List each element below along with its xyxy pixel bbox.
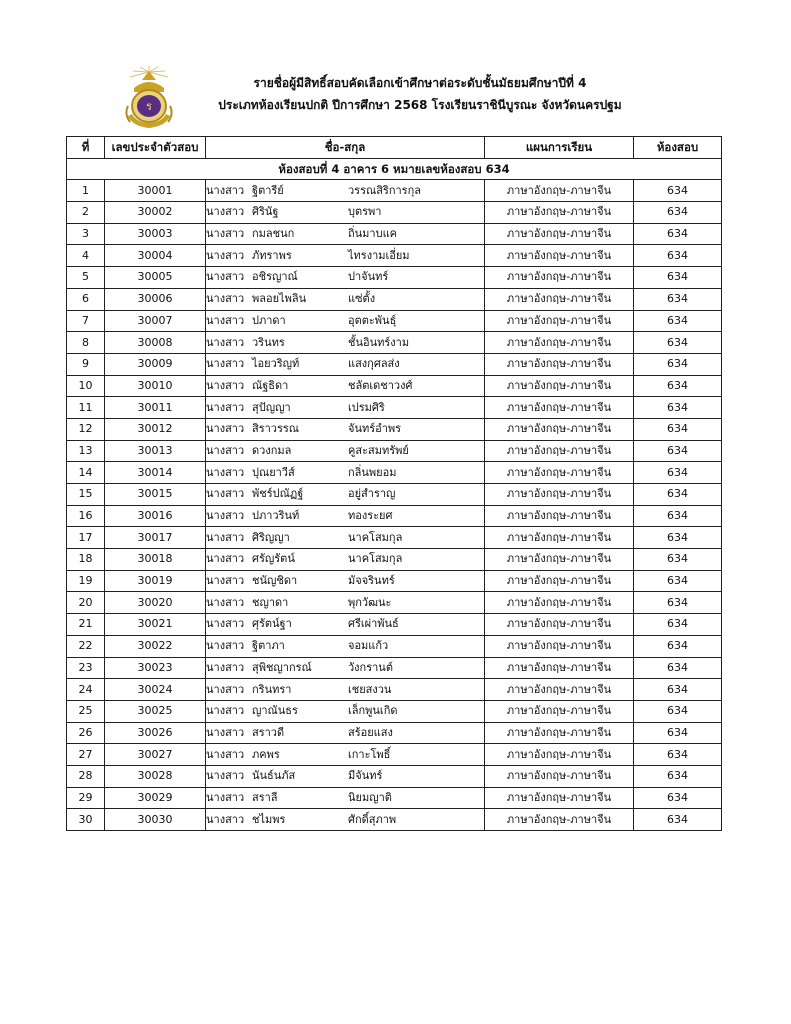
table-row <box>67 375 722 397</box>
table-row <box>67 223 722 245</box>
last-name: เชยสงวน <box>348 682 392 696</box>
name-prefix: นางสาว <box>206 357 245 371</box>
candidate-name <box>206 809 485 831</box>
exam-id: 30019 <box>105 570 206 592</box>
candidate-name <box>206 418 485 440</box>
exam-id: 30017 <box>105 527 206 549</box>
last-name: ปาจันทร์ <box>348 270 389 284</box>
table-row <box>67 657 722 679</box>
candidate-name <box>206 484 485 506</box>
name-prefix: นางสาว <box>206 335 245 349</box>
last-name: ชั้นอินทร์งาม <box>348 335 410 349</box>
exam-id: 30021 <box>105 614 206 636</box>
row-number: 1 <box>67 180 105 202</box>
last-name: พุกวัฒนะ <box>348 595 392 609</box>
candidate-name <box>206 505 485 527</box>
candidate-name <box>206 635 485 657</box>
candidate-name <box>206 440 485 462</box>
name-prefix: นางสาว <box>206 313 245 327</box>
last-name: วรรณสิริการกุล <box>348 183 421 197</box>
exam-id: 30020 <box>105 592 206 614</box>
exam-id: 30002 <box>105 202 206 224</box>
table-header-row <box>67 137 722 159</box>
table-row <box>67 592 722 614</box>
last-name: ศักดิ์สุภาพ <box>348 812 397 826</box>
study-plan: ภาษาอังกฤษ-ภาษาจีน <box>485 765 634 787</box>
study-plan: ภาษาอังกฤษ-ภาษาจีน <box>485 679 634 701</box>
exam-room: 634 <box>634 635 722 657</box>
exam-room: 634 <box>634 288 722 310</box>
study-plan: ภาษาอังกฤษ-ภาษาจีน <box>485 180 634 202</box>
name-prefix: นางสาว <box>206 227 245 241</box>
last-name: ชลัตเดชาวงศ์ <box>348 378 413 392</box>
exam-room: 634 <box>634 375 722 397</box>
first-name: ปภาดา <box>252 313 286 327</box>
column-header-exam-room: ห้องสอบ <box>634 137 722 159</box>
study-plan: ภาษาอังกฤษ-ภาษาจีน <box>485 375 634 397</box>
row-number: 29 <box>67 787 105 809</box>
candidate-name <box>206 223 485 245</box>
exam-id: 30006 <box>105 288 206 310</box>
first-name: สุพิชญากรณ์ <box>252 660 312 674</box>
exam-id: 30023 <box>105 657 206 679</box>
table-row <box>67 505 722 527</box>
first-name: นันธ์นภัส <box>252 769 296 783</box>
study-plan: ภาษาอังกฤษ-ภาษาจีน <box>485 505 634 527</box>
table-row <box>67 700 722 722</box>
table-row <box>67 765 722 787</box>
exam-room: 634 <box>634 484 722 506</box>
name-prefix: นางสาว <box>206 292 245 306</box>
row-number: 13 <box>67 440 105 462</box>
name-prefix: นางสาว <box>206 422 245 436</box>
study-plan: ภาษาอังกฤษ-ภาษาจีน <box>485 744 634 766</box>
column-header-study-plan: แผนการเรียน <box>485 137 634 159</box>
exam-id: 30022 <box>105 635 206 657</box>
last-name: นาคโสมกุล <box>348 530 403 544</box>
exam-room: 634 <box>634 223 722 245</box>
table-row <box>67 202 722 224</box>
exam-room: 634 <box>634 180 722 202</box>
title-line-1: รายชื่อผู้มีสิทธิ์สอบคัดเลือกเข้าศึกษาต่อระดับชั้นมัธยมศึกษาปีที่ 4 <box>253 76 587 90</box>
exam-room: 634 <box>634 614 722 636</box>
table-row <box>67 527 722 549</box>
exam-id: 30003 <box>105 223 206 245</box>
row-number: 2 <box>67 202 105 224</box>
row-number: 12 <box>67 418 105 440</box>
table-row <box>67 549 722 571</box>
column-header-name: ชื่อ-สกุล <box>206 137 485 159</box>
table-row <box>67 635 722 657</box>
name-prefix: นางสาว <box>206 248 245 262</box>
first-name: กรินทรา <box>252 682 292 696</box>
candidate-name <box>206 180 485 202</box>
study-plan: ภาษาอังกฤษ-ภาษาจีน <box>485 332 634 354</box>
study-plan: ภาษาอังกฤษ-ภาษาจีน <box>485 787 634 809</box>
candidate-name <box>206 700 485 722</box>
last-name: แซ่ตั้ง <box>348 292 376 306</box>
last-name: นาคโสมกุล <box>348 552 403 566</box>
name-prefix: นางสาว <box>206 725 245 739</box>
study-plan: ภาษาอังกฤษ-ภาษาจีน <box>485 809 634 831</box>
name-prefix: นางสาว <box>206 443 245 457</box>
last-name: นิยมญาติ <box>348 790 392 804</box>
row-number: 3 <box>67 223 105 245</box>
last-name: ทองระยศ <box>348 509 393 523</box>
last-name: วังกรานต์ <box>348 660 393 674</box>
study-plan: ภาษาอังกฤษ-ภาษาจีน <box>485 570 634 592</box>
study-plan: ภาษาอังกฤษ-ภาษาจีน <box>485 353 634 375</box>
name-prefix: นางสาว <box>206 639 245 653</box>
table-row <box>67 440 722 462</box>
first-name: ชญาดา <box>252 595 289 609</box>
exam-id: 30011 <box>105 397 206 419</box>
last-name: บุตรพา <box>348 205 382 219</box>
row-number: 17 <box>67 527 105 549</box>
study-plan: ภาษาอังกฤษ-ภาษาจีน <box>485 418 634 440</box>
study-plan: ภาษาอังกฤษ-ภาษาจีน <box>485 635 634 657</box>
row-number: 18 <box>67 549 105 571</box>
exam-id: 30030 <box>105 809 206 831</box>
document-header <box>0 62 791 132</box>
exam-id: 30012 <box>105 418 206 440</box>
last-name: จันทร์อำพร <box>348 422 402 436</box>
table-row <box>67 288 722 310</box>
name-prefix: นางสาว <box>206 595 245 609</box>
table-row <box>67 332 722 354</box>
candidate-name <box>206 527 485 549</box>
row-number: 6 <box>67 288 105 310</box>
exam-id: 30010 <box>105 375 206 397</box>
first-name: สิราวรรณ <box>252 422 299 436</box>
candidate-name <box>206 332 485 354</box>
study-plan: ภาษาอังกฤษ-ภาษาจีน <box>485 397 634 419</box>
exam-id: 30001 <box>105 180 206 202</box>
row-number: 25 <box>67 700 105 722</box>
first-name: สุปัญญา <box>252 400 291 414</box>
exam-id: 30014 <box>105 462 206 484</box>
candidate-name <box>206 549 485 571</box>
exam-room: 634 <box>634 527 722 549</box>
name-prefix: นางสาว <box>206 183 245 197</box>
candidate-name <box>206 353 485 375</box>
row-number: 11 <box>67 397 105 419</box>
first-name: วรินทร <box>252 335 285 349</box>
exam-id: 30027 <box>105 744 206 766</box>
candidate-name <box>206 267 485 289</box>
candidate-name <box>206 722 485 744</box>
candidate-name <box>206 744 485 766</box>
last-name: คูสะสมทรัพย์ <box>348 443 409 457</box>
room-heading: ห้องสอบที่ 4 อาคาร 6 หมายเลขห้องสอบ 634 <box>67 158 722 180</box>
first-name: ศิรินัฐ <box>252 205 279 219</box>
last-name: เล็กพูนเกิด <box>348 704 398 718</box>
first-name: ปภาวรินท์ <box>252 509 300 523</box>
candidate-name <box>206 202 485 224</box>
last-name: อุตตะพันธุ์ <box>348 313 397 327</box>
study-plan: ภาษาอังกฤษ-ภาษาจีน <box>485 700 634 722</box>
exam-room: 634 <box>634 809 722 831</box>
study-plan: ภาษาอังกฤษ-ภาษาจีน <box>485 549 634 571</box>
last-name: สร้อยแสง <box>348 725 393 739</box>
exam-room: 634 <box>634 700 722 722</box>
row-number: 23 <box>67 657 105 679</box>
table-row <box>67 267 722 289</box>
study-plan: ภาษาอังกฤษ-ภาษาจีน <box>485 722 634 744</box>
row-number: 21 <box>67 614 105 636</box>
exam-room: 634 <box>634 765 722 787</box>
column-header-exam-id: เลขประจำตัวสอบ <box>105 137 206 159</box>
first-name: พัชร์ปณัฏฐ์ <box>252 487 304 501</box>
row-number: 15 <box>67 484 105 506</box>
row-number: 14 <box>67 462 105 484</box>
name-prefix: นางสาว <box>206 790 245 804</box>
table-row <box>67 418 722 440</box>
study-plan: ภาษาอังกฤษ-ภาษาจีน <box>485 462 634 484</box>
first-name: ดวงกมล <box>252 443 292 457</box>
name-prefix: นางสาว <box>206 509 245 523</box>
study-plan: ภาษาอังกฤษ-ภาษาจีน <box>485 440 634 462</box>
row-number: 20 <box>67 592 105 614</box>
candidate-name <box>206 375 485 397</box>
first-name: ภคพร <box>252 747 280 761</box>
table-row <box>67 180 722 202</box>
row-number: 22 <box>67 635 105 657</box>
name-prefix: นางสาว <box>206 682 245 696</box>
exam-id: 30015 <box>105 484 206 506</box>
exam-id: 30004 <box>105 245 206 267</box>
name-prefix: นางสาว <box>206 378 245 392</box>
first-name: ศิริญญา <box>252 530 290 544</box>
candidate-name <box>206 462 485 484</box>
name-prefix: นางสาว <box>206 400 245 414</box>
first-name: ชนัญชิดา <box>252 574 298 588</box>
row-number: 16 <box>67 505 105 527</box>
first-name: สราลี <box>252 790 278 804</box>
exam-room: 634 <box>634 245 722 267</box>
exam-id: 30025 <box>105 700 206 722</box>
name-prefix: นางสาว <box>206 812 245 826</box>
last-name: กลิ่นพยอม <box>348 465 397 479</box>
first-name: ฐิตารีย์ <box>252 183 284 197</box>
name-prefix: นางสาว <box>206 704 245 718</box>
last-name: จอมแก้ว <box>348 639 389 653</box>
candidate-name <box>206 614 485 636</box>
last-name: ศรีเผ่าพันธ์ <box>348 617 399 631</box>
candidate-name <box>206 310 485 332</box>
study-plan: ภาษาอังกฤษ-ภาษาจีน <box>485 310 634 332</box>
exam-room: 634 <box>634 310 722 332</box>
room-heading-row <box>67 158 722 180</box>
candidate-name <box>206 592 485 614</box>
row-number: 4 <box>67 245 105 267</box>
svg-text:ร: ร <box>146 100 152 113</box>
row-number: 28 <box>67 765 105 787</box>
table-row <box>67 397 722 419</box>
exam-room: 634 <box>634 657 722 679</box>
row-number: 19 <box>67 570 105 592</box>
row-number: 10 <box>67 375 105 397</box>
candidate-name <box>206 787 485 809</box>
exam-id: 30009 <box>105 353 206 375</box>
candidate-table <box>66 136 722 831</box>
exam-room: 634 <box>634 332 722 354</box>
row-number: 7 <box>67 310 105 332</box>
last-name: เกาะโพธิ์ <box>348 747 391 761</box>
last-name: มีจันทร์ <box>348 769 383 783</box>
exam-room: 634 <box>634 592 722 614</box>
table-row <box>67 310 722 332</box>
first-name: ณัฐธิดา <box>252 378 289 392</box>
last-name: อยู่สำราญ <box>348 487 396 501</box>
candidate-name <box>206 245 485 267</box>
title-line-2: ประเภทห้องเรียนปกติ ปีการศึกษา 2568 โรงเรียนราชินีบูรณะ จังหวัดนครปฐม <box>218 98 622 112</box>
first-name: พลอยไพลิน <box>252 292 307 306</box>
exam-id: 30029 <box>105 787 206 809</box>
study-plan: ภาษาอังกฤษ-ภาษาจีน <box>485 223 634 245</box>
exam-room: 634 <box>634 722 722 744</box>
row-number: 5 <box>67 267 105 289</box>
exam-room: 634 <box>634 267 722 289</box>
table-row <box>67 787 722 809</box>
row-number: 26 <box>67 722 105 744</box>
first-name: ไอยวริญท์ <box>252 357 300 371</box>
table-row <box>67 353 722 375</box>
first-name: ศุรัตน์ฐา <box>252 617 292 631</box>
first-name: อชิรญาณ์ <box>252 270 298 284</box>
last-name: ถิ่นมาบแค <box>348 227 398 241</box>
row-number: 30 <box>67 809 105 831</box>
name-prefix: นางสาว <box>206 660 245 674</box>
first-name: ฐิตาภา <box>252 639 285 653</box>
last-name: มัจจรินทร์ <box>348 574 395 588</box>
document-title <box>200 72 640 116</box>
name-prefix: นางสาว <box>206 769 245 783</box>
study-plan: ภาษาอังกฤษ-ภาษาจีน <box>485 527 634 549</box>
exam-id: 30026 <box>105 722 206 744</box>
exam-room: 634 <box>634 202 722 224</box>
table-row <box>67 462 722 484</box>
first-name: ชไมพร <box>252 812 286 826</box>
exam-room: 634 <box>634 744 722 766</box>
study-plan: ภาษาอังกฤษ-ภาษาจีน <box>485 267 634 289</box>
table-row <box>67 679 722 701</box>
exam-id: 30028 <box>105 765 206 787</box>
name-prefix: นางสาว <box>206 552 245 566</box>
name-prefix: นางสาว <box>206 530 245 544</box>
first-name: ภัทราพร <box>252 248 292 262</box>
table-row <box>67 809 722 831</box>
exam-room: 634 <box>634 787 722 809</box>
first-name: ศรัญรัตน์ <box>252 552 295 566</box>
name-prefix: นางสาว <box>206 205 245 219</box>
candidate-name <box>206 657 485 679</box>
exam-room: 634 <box>634 440 722 462</box>
school-crest-icon <box>120 66 178 130</box>
study-plan: ภาษาอังกฤษ-ภาษาจีน <box>485 202 634 224</box>
study-plan: ภาษาอังกฤษ-ภาษาจีน <box>485 245 634 267</box>
row-number: 24 <box>67 679 105 701</box>
exam-room: 634 <box>634 505 722 527</box>
last-name: แสงกุศลส่ง <box>348 357 400 371</box>
exam-id: 30008 <box>105 332 206 354</box>
table-row <box>67 245 722 267</box>
exam-id: 30013 <box>105 440 206 462</box>
exam-room: 634 <box>634 397 722 419</box>
candidate-name <box>206 288 485 310</box>
exam-id: 30024 <box>105 679 206 701</box>
exam-id: 30016 <box>105 505 206 527</box>
table-row <box>67 744 722 766</box>
column-header-no: ที่ <box>67 137 105 159</box>
first-name: ปุณยาวีส์ <box>252 465 295 479</box>
study-plan: ภาษาอังกฤษ-ภาษาจีน <box>485 484 634 506</box>
study-plan: ภาษาอังกฤษ-ภาษาจีน <box>485 657 634 679</box>
row-number: 9 <box>67 353 105 375</box>
study-plan: ภาษาอังกฤษ-ภาษาจีน <box>485 614 634 636</box>
name-prefix: นางสาว <box>206 270 245 284</box>
study-plan: ภาษาอังกฤษ-ภาษาจีน <box>485 592 634 614</box>
row-number: 27 <box>67 744 105 766</box>
candidate-name <box>206 397 485 419</box>
table-row <box>67 614 722 636</box>
last-name: ไทรงามเอี่ยม <box>348 248 410 262</box>
last-name: เปรมศิริ <box>348 400 385 414</box>
table-row <box>67 570 722 592</box>
row-number: 8 <box>67 332 105 354</box>
exam-id: 30007 <box>105 310 206 332</box>
table-row <box>67 484 722 506</box>
exam-room: 634 <box>634 462 722 484</box>
exam-room: 634 <box>634 679 722 701</box>
candidate-name <box>206 679 485 701</box>
exam-room: 634 <box>634 418 722 440</box>
first-name: กมลชนก <box>252 227 295 241</box>
first-name: สราวดี <box>252 725 285 739</box>
exam-id: 30005 <box>105 267 206 289</box>
name-prefix: นางสาว <box>206 574 245 588</box>
name-prefix: นางสาว <box>206 487 245 501</box>
study-plan: ภาษาอังกฤษ-ภาษาจีน <box>485 288 634 310</box>
first-name: ญาณันธร <box>252 704 298 718</box>
name-prefix: นางสาว <box>206 465 245 479</box>
table-row <box>67 722 722 744</box>
exam-id: 30018 <box>105 549 206 571</box>
name-prefix: นางสาว <box>206 617 245 631</box>
exam-room: 634 <box>634 570 722 592</box>
exam-room: 634 <box>634 353 722 375</box>
name-prefix: นางสาว <box>206 747 245 761</box>
exam-room: 634 <box>634 549 722 571</box>
candidate-name <box>206 765 485 787</box>
candidate-name <box>206 570 485 592</box>
